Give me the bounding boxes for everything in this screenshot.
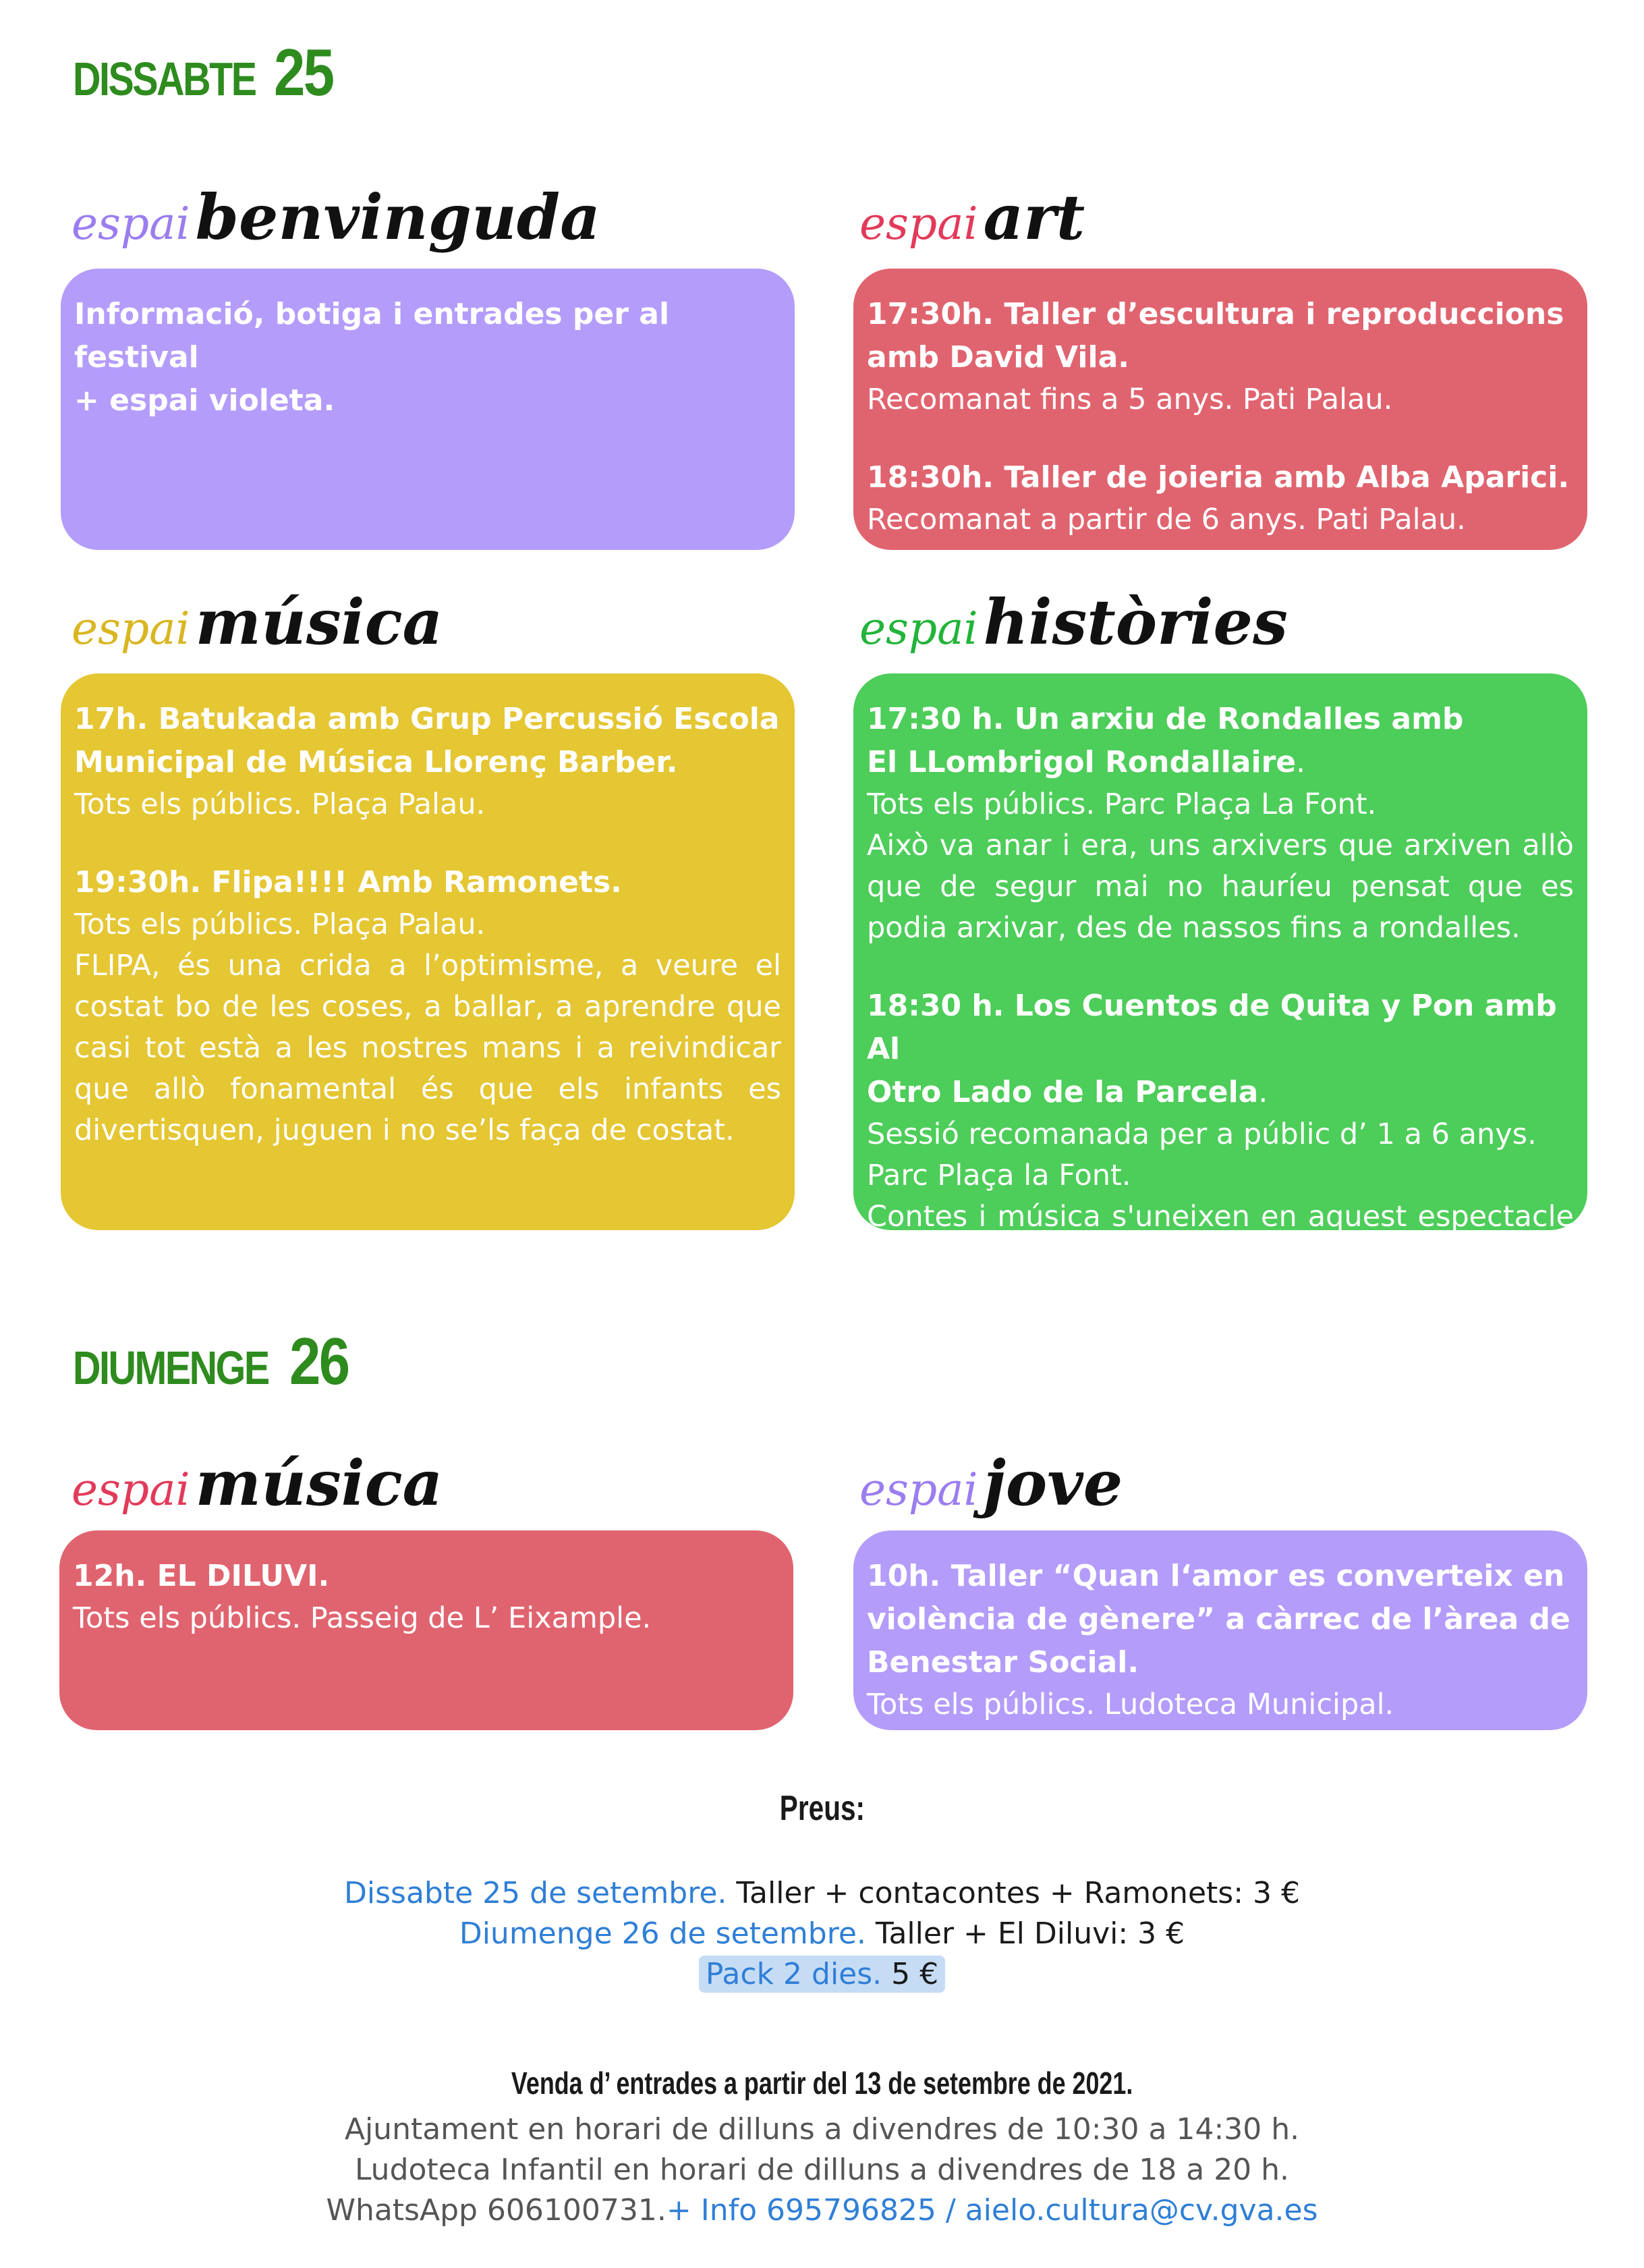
jove-event1-info: Tots els públics. Ludoteca Municipal. xyxy=(867,1688,1394,1721)
musica-sun-event1-title: 12h. EL DILUVI. xyxy=(73,1559,330,1593)
histories-event1-info: Tots els públics. Parc Plaça La Font. xyxy=(867,787,1377,821)
card-musica-sun xyxy=(59,1530,793,1730)
day-name: DIUMENGE xyxy=(73,1342,268,1394)
space-title-art xyxy=(859,181,1085,254)
space-name: històries xyxy=(983,586,1288,659)
day-number: 26 xyxy=(289,1324,349,1398)
day-heading-sunday xyxy=(73,1324,359,1398)
price-row-saturday: Dissabte 25 de setembre. Taller + contacontes + Ramonets: 3 € xyxy=(344,1876,1300,1910)
musica-event2-info: Tots els públics. Plaça Palau. xyxy=(74,908,486,941)
histories-event2-info2: Parc Plaça la Font. xyxy=(867,1159,1131,1192)
jove-event1-title: 10h. Taller “Quan l‘amor es converteix en violència de gènere” a càrrec de l’àrea de Benestar Social. xyxy=(867,1559,1570,1680)
benvinguda-line1: Informació, botiga i entrades per al festival xyxy=(74,297,670,375)
card-art xyxy=(853,269,1587,550)
day-name: DISSABTE xyxy=(73,53,256,105)
musica-event2-desc: FLIPA, és una crida a l’optimisme, a veure el costat bo de les coses, a ballar, a aprendre que casi tot està a les nostres mans i a reivindicar que allò fonamental és que els infants es divertisquen, juguen i no se’ls faça de costat. xyxy=(74,949,781,1147)
histories-event2-info1: Sessió recomanada per a públic d’ 1 a 6 anys. xyxy=(867,1117,1537,1151)
musica-event1-title: 17h. Batukada amb Grup Percussió Escola Municipal de Música Llorenç Barber. xyxy=(74,702,780,779)
space-title-musica-sun xyxy=(72,1447,443,1520)
space-name: benvinguda xyxy=(195,181,600,254)
musica-event2-title: 19:30h. Flipa!!!! Amb Ramonets. xyxy=(74,865,622,900)
space-lead: espai xyxy=(859,198,978,250)
art-event1-info: Recomanat fins a 5 anys. Pati Palau. xyxy=(867,383,1393,416)
histories-event2-desc: Contes i música s'uneixen en aquest espectacle ple de detalls. xyxy=(867,1200,1574,1275)
sales-line3: WhatsApp 606100731.+ Info 695796825 / aielo.cultura@cv.gva.es xyxy=(326,2193,1318,2228)
space-name: art xyxy=(983,181,1085,254)
histories-event2-title: 18:30 h. Los Cuentos de Quita y Pon amb Al Otro Lado de la Parcela. xyxy=(867,989,1557,1109)
art-event2-title: 18:30h. Taller de joieria amb Alba Aparici. xyxy=(867,460,1570,495)
space-lead: espai xyxy=(72,603,190,655)
card-musica-sat xyxy=(61,673,795,1230)
day-heading-saturday xyxy=(73,35,343,109)
card-jove xyxy=(853,1530,1587,1730)
price-row-sunday: Diumenge 26 de setembre. Taller + El Diluvi: 3 € xyxy=(459,1916,1185,1951)
space-name: música xyxy=(195,1447,443,1520)
space-lead: espai xyxy=(859,1464,978,1516)
card-histories xyxy=(853,673,1587,1275)
space-title-histories xyxy=(859,586,1288,659)
space-lead: espai xyxy=(72,198,190,250)
price-row-pack: Pack 2 dies. 5 € xyxy=(0,1954,1644,1995)
art-event2-info: Recomanat a partir de 6 anys. Pati Palau. xyxy=(867,503,1466,536)
space-title-musica-sat xyxy=(72,586,443,659)
day-number: 25 xyxy=(273,35,333,109)
sales-heading: Venda d’ entrades a partir del 13 de setembre de 2021. xyxy=(511,2066,1133,2101)
space-name: jove xyxy=(983,1447,1123,1520)
prices-list xyxy=(0,1873,1644,1995)
space-lead: espai xyxy=(72,1464,190,1516)
prices-heading: Preus: xyxy=(779,1789,865,1828)
benvinguda-line2: + espai violeta. xyxy=(74,383,335,418)
space-lead: espai xyxy=(859,603,978,655)
musica-sun-event1-info: Tots els públics. Passeig de L’ Eixample. xyxy=(73,1601,652,1635)
sales-line2: Ludoteca Infantil en horari de dilluns a divendres de 18 a 20 h. xyxy=(354,2153,1290,2187)
space-title-jove xyxy=(859,1447,1123,1520)
art-event1-title: 17:30h. Taller d’escultura i reproduccions amb David Vila. xyxy=(867,297,1564,375)
musica-event1-info: Tots els públics. Plaça Palau. xyxy=(74,787,486,821)
space-name: música xyxy=(195,586,443,659)
histories-event1-title: 17:30 h. Un arxiu de Rondalles amb El LLombrigol Rondallaire. xyxy=(867,702,1464,779)
sales-info xyxy=(0,2109,1644,2231)
histories-event1-desc: Això va anar i era, uns arxivers que arxiven allò que de segur mai no hauríeu pensat que es podia arxivar, des de nassos fins a rondalles. xyxy=(867,829,1574,945)
space-title-benvinguda xyxy=(72,181,600,254)
card-benvinguda xyxy=(61,269,795,550)
sales-line1: Ajuntament en horari de dilluns a divendres de 10:30 a 14:30 h. xyxy=(344,2112,1300,2147)
